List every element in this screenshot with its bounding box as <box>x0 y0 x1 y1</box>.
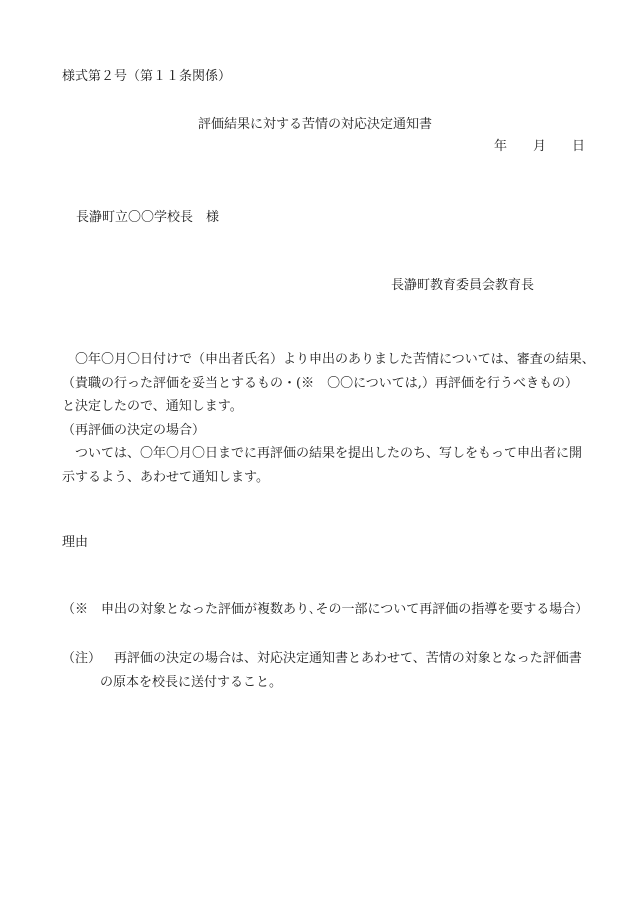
sender: 長瀞町教育委員会教育長 <box>390 278 534 293</box>
body-line: （貴職の行った評価を妥当とするもの・(※ 〇〇については,）再評価を行うべきもの） <box>62 375 578 391</box>
date-year-label: 年 <box>493 139 507 154</box>
body-line: 示するよう、あわせて通知します。 <box>62 469 269 485</box>
body-line: ついては、〇年〇月〇日までに再評価の結果を提出したのち、写しをもって申出者に開 <box>75 446 583 461</box>
case-note: （※ 申出の対象となった評価が複数あり､その一部について再評価の指導を要する場合） <box>62 602 589 617</box>
body-line: （再評価の決定の場合） <box>62 422 206 438</box>
document-title: 評価結果に対する苦情の対応決定通知書 <box>197 117 432 132</box>
note-line-1: 再評価の決定の場合は、対応決定通知書とあわせて、苦情の対象となった評価書 <box>114 651 582 666</box>
form-number: 様式第２号（第１１条関係） <box>62 69 232 84</box>
date-day-label: 日 <box>571 139 585 154</box>
body-line: と決定したので、通知します。 <box>62 399 243 414</box>
date-month-label: 月 <box>532 139 546 154</box>
reason-label: 理由 <box>62 535 89 550</box>
note-block <box>62 647 602 694</box>
date-row <box>494 140 585 153</box>
recipient: 長瀞町立〇〇学校長 様 <box>76 210 220 225</box>
notice-body <box>62 348 602 489</box>
note-label: （注） <box>62 651 102 666</box>
body-line: 〇年〇月〇日付けで（申出者氏名）より申出のありました苦情については、審査の結果、 <box>75 352 595 367</box>
note-line-2: の原本を校長に送付すること。 <box>100 674 283 690</box>
